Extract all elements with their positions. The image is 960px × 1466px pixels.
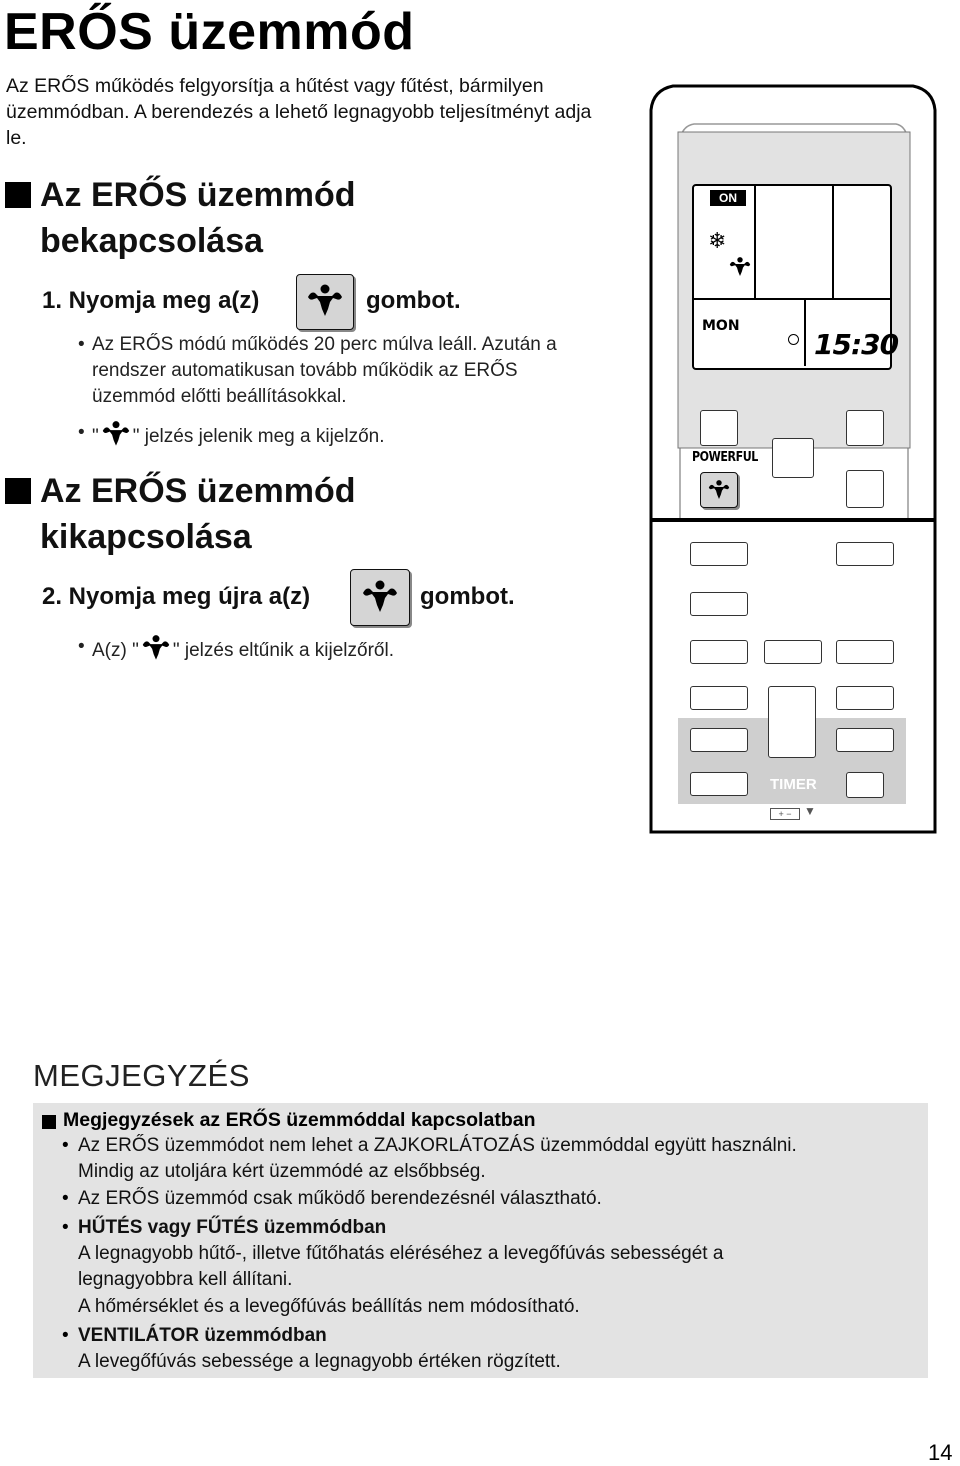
- step-1-prefix: 1. Nyomja meg a(z): [42, 287, 260, 314]
- remote-button: [768, 686, 816, 758]
- battery-icon: + −: [770, 808, 800, 820]
- note-bullet-2: Az ERŐS üzemmód csak működő berendezésnél választható.: [78, 1188, 602, 1209]
- remote-button: [836, 686, 894, 710]
- section-square-icon: [5, 182, 31, 208]
- lcd-on-badge: ON: [710, 190, 746, 206]
- remote-button: [846, 410, 884, 446]
- lcd-day: MON: [702, 318, 740, 334]
- note-bullet-3-line-3: A hőmérséklet és a levegőfúvás beállítás nem módosítható.: [78, 1296, 580, 1317]
- note-bullet-3-line-1: A legnagyobb hűtő-, illetve fűtőhatás eléréséhez a levegőfúvás sebességét a: [78, 1243, 724, 1264]
- powerful-button-illustration: [296, 274, 354, 330]
- powerful-icon: [707, 479, 731, 501]
- remote-button: [836, 728, 894, 752]
- step-1-suffix: gombot.: [366, 287, 461, 314]
- bullet-on-1: • Az ERŐS módú működés 20 perc múlva leáll. Azután a rendszer automatikusan tovább működik az ERŐS üzemmód előtti beállításokkal.: [78, 334, 557, 407]
- note-square-icon: [42, 1115, 56, 1129]
- remote-button: [700, 410, 738, 446]
- section-off-title: Az ERŐS üzemmód kikapcsolása: [40, 468, 355, 560]
- powerful-button: [700, 472, 738, 508]
- intro-text: Az ERŐS működés felgyorsítja a hűtést vagy fűtést, bármilyen üzemmódban. A berendezés a lehető legnagyobb teljesítményt adja le.: [6, 75, 592, 149]
- lcd-time: 15:30: [814, 328, 899, 361]
- powerful-label: POWERFUL: [692, 450, 758, 465]
- remote-button: [836, 542, 894, 566]
- note-bullet-1-line-2: Mindig az utoljára kért üzemmódé az elsőbbség.: [78, 1161, 486, 1182]
- remote-button: [772, 438, 814, 478]
- remote-button: [690, 728, 748, 752]
- clock-icon: [788, 334, 799, 345]
- note-bullet-4-title: VENTILÁTOR üzemmódban: [78, 1325, 327, 1346]
- step-2-suffix: gombot.: [420, 583, 515, 610]
- note-bullet-1-line-1: Az ERŐS üzemmódot nem lehet a ZAJKORLÁTOZÁS üzemmóddal együtt használni.: [78, 1135, 797, 1156]
- remote-control: [648, 80, 938, 836]
- remote-button: [846, 772, 884, 798]
- powerful-icon: [305, 283, 345, 319]
- timer-label: TIMER: [770, 776, 817, 793]
- powerful-button-illustration: [350, 569, 410, 626]
- remote-button: [690, 592, 748, 616]
- powerful-icon: [728, 256, 752, 278]
- snowflake-icon: ❄: [708, 228, 727, 253]
- note-bullet-4-line-1: A levegőfúvás sebessége a legnagyobb értéken rögzített.: [78, 1351, 561, 1372]
- remote-button: [690, 686, 748, 710]
- remote-button: [690, 640, 748, 664]
- note-bullet-3-line-2: legnagyobbra kell állítani.: [78, 1269, 293, 1290]
- page-title: ERŐS üzemmód: [4, 3, 415, 61]
- arrow-down-icon: ▼: [804, 804, 816, 818]
- page-number: 14: [928, 1440, 953, 1465]
- remote-button: [690, 542, 748, 566]
- remote-button: [690, 772, 748, 796]
- section-square-icon: [5, 478, 31, 504]
- remote-button: [846, 470, 884, 508]
- step-2-prefix: 2. Nyomja meg újra a(z): [42, 583, 311, 610]
- powerful-icon: [139, 634, 173, 662]
- note-bullet-3-title: HŰTÉS vagy FŰTÉS üzemmódban: [78, 1217, 387, 1238]
- powerful-icon: [99, 420, 133, 448]
- bullet-off-1: • A(z) " " jelzés eltűnik a kijelzőről.: [78, 636, 394, 661]
- powerful-icon: [360, 579, 400, 615]
- lcd-display: [692, 184, 899, 370]
- note-heading: MEGJEGYZÉS: [33, 1058, 250, 1093]
- bullet-on-2: • " " jelzés jelenik meg a kijelzőn.: [78, 422, 385, 447]
- note-subheading: Megjegyzések az ERŐS üzemmóddal kapcsolatban: [63, 1109, 536, 1131]
- remote-button: [836, 640, 894, 664]
- section-on-title: Az ERŐS üzemmód bekapcsolása: [40, 172, 355, 264]
- remote-button: [764, 640, 822, 664]
